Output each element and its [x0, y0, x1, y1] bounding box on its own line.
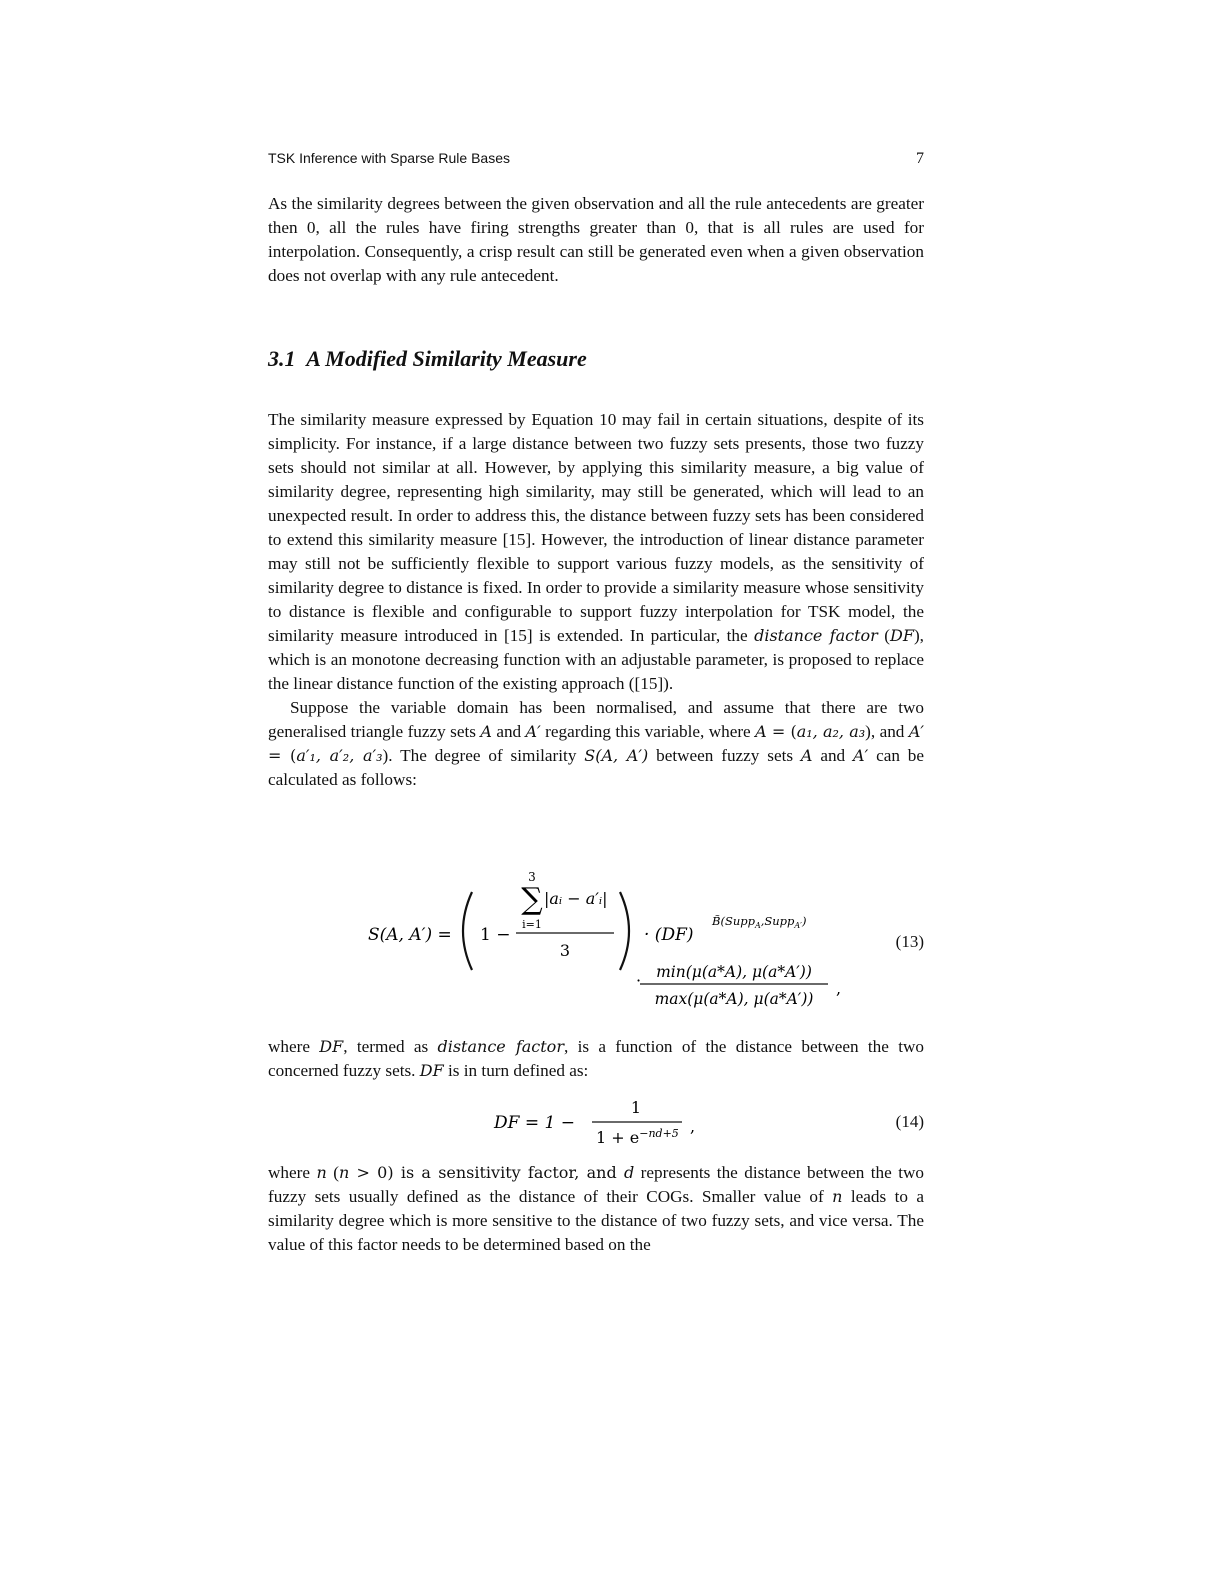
eq13-df-factor: · (DF) [644, 925, 694, 945]
math-a-prime-tuple: a′₁, a′₂, a′₃ [296, 746, 383, 765]
eq13-exponent [711, 914, 807, 930]
text-run: where [268, 1037, 320, 1056]
equation-14 [268, 1096, 924, 1150]
running-header [268, 150, 924, 172]
left-paren [463, 892, 472, 970]
math-a: A [800, 746, 813, 765]
sum-lower-limit: i=1 [522, 918, 542, 931]
eq14-den-exp: −nd+5 [639, 1127, 679, 1140]
fraction-2-numerator: min(μ(a*A), μ(a*A′)) [656, 963, 812, 981]
math-a: A [755, 722, 767, 741]
math-d: d [623, 1163, 635, 1182]
text-run: between fuzzy sets [648, 746, 801, 765]
equation-14-svg [268, 1096, 868, 1150]
eq14-denominator [596, 1127, 679, 1147]
section-heading [268, 346, 924, 372]
eq13-comma: , [836, 979, 842, 998]
math-distance-factor: distance factor [754, 626, 878, 645]
eq14-lhs: DF = 1 − [494, 1113, 575, 1133]
math-df: DF [319, 1037, 344, 1056]
text-run: and [491, 722, 526, 741]
sum-body: |aᵢ − a′ᵢ| [544, 889, 608, 908]
exp-mid: ,Supp [760, 914, 795, 928]
eq14-den-base: 1 + e [596, 1128, 640, 1147]
fraction-1-denominator: 3 [559, 941, 571, 960]
paragraph-5-text [268, 1161, 924, 1257]
exp-end: ) [802, 914, 807, 928]
math-df: DF [419, 1061, 444, 1080]
math-n: n [316, 1163, 327, 1182]
paragraph-2-text [268, 408, 924, 696]
sum-sign: ∑ [521, 882, 543, 917]
text-run: ), and [865, 722, 909, 741]
equation-13 [268, 866, 924, 1016]
text-run: The similarity measure expressed by Equation 10 may fail in certain situations, despite of its simplicity. For instance, if a large distance between two fuzzy sets presents, those two fuzzy sets should not similar at all. However, by applying this similarity measure, a big value of similarity degree, representing high similarity, may still be generated, which will lead to an unexpected result. In order to address this, the distance between fuzzy sets has been considered to extend this similarity measure [15]. However, the introduction of linear distance parameter may still not be sufficiently flexible to support various fuzzy models, as the sensitivity of similarity degree to distance is fixed. In order to provide a similarity measure whose sensitivity to distance is flexible and configurable to support fuzzy interpolation for TSK model, the similarity measure introduced in [15] is extended. In particular, the [268, 410, 924, 645]
math-a: A [480, 722, 492, 741]
paragraph-1-text: As the similarity degrees between the given observation and all the rule antecedents are greater then 0, all the rules have firing strengths greater than 0, that is all rules are used for interpolation. Consequently, a crisp result can still be generated even when a given observation does not overlap with any rule antecedent. [268, 194, 924, 285]
math-s-a-aprime: S(A, A′) [584, 746, 649, 765]
paragraph-5 [268, 1161, 924, 1257]
equation-13-number: (13) [895, 932, 924, 951]
page-number: 7 [916, 150, 924, 167]
eq13-dot: · [636, 971, 642, 990]
right-paren [620, 892, 629, 970]
math-n: n [338, 1163, 350, 1182]
eq13-lhs: S(A, A′) = [368, 925, 452, 945]
text-run: ), which is an monotone decreasing function with an adjustable parameter, is proposed to replace the linear distance function of the existing approach ([15]). [268, 626, 924, 693]
text-run: > 0) is a sensitivity factor, and [349, 1163, 624, 1182]
eq14-comma: , [690, 1117, 696, 1136]
exp-b: B̃(Supp [712, 914, 755, 928]
text-run: ( [877, 626, 891, 645]
text-run: can be calculated as follows: [268, 746, 925, 789]
math-a-prime: A′ [525, 722, 541, 741]
eq14-numerator: 1 [630, 1098, 642, 1117]
paragraph-4 [268, 1035, 924, 1083]
math-a-prime: A′ [853, 746, 869, 765]
paragraph-1 [268, 192, 924, 288]
text-run: , termed as [343, 1037, 438, 1056]
text-run: regarding this variable, where [540, 722, 756, 741]
text-run: = ( [766, 722, 797, 741]
exp-sub-a: A [754, 921, 761, 930]
text-run: ( [326, 1163, 339, 1182]
paragraph-2 [268, 408, 924, 792]
text-run: ). The degree of similarity [382, 746, 585, 765]
section-title: A Modified Similarity Measure [306, 346, 587, 371]
section-number: 3.1 [268, 346, 296, 371]
text-run: is in turn defined as: [443, 1061, 589, 1080]
paragraph-4-text [268, 1035, 924, 1083]
math-n: n [832, 1187, 843, 1206]
equation-13-svg [268, 866, 868, 1016]
page [268, 0, 924, 1584]
math-a-tuple: a₁, a₂, a₃ [796, 722, 866, 741]
running-title: TSK Inference with Sparse Rule Bases [268, 150, 511, 166]
text-run: and [812, 746, 854, 765]
math-distance-factor: distance factor [437, 1037, 564, 1056]
text-run: Suppose the variable domain has been normalised, and assume that there are two generalised triangle fuzzy sets [268, 698, 924, 741]
equation-14-number: (14) [895, 1112, 924, 1131]
text-run: = ( [268, 746, 297, 765]
math-a-prime: A′ [908, 722, 924, 741]
eq13-one-minus: 1 − [480, 925, 511, 945]
text-run: where [268, 1163, 317, 1182]
text-run: represents the distance between the two fuzzy sets usually defined as the distance of their COGs. Smaller value of [268, 1163, 924, 1206]
paragraph-3-text [268, 696, 924, 792]
fraction-2-denominator: max(μ(a*A), μ(a*A′)) [654, 990, 814, 1008]
sum-upper-limit: 3 [528, 870, 536, 884]
text-run: , is a function of the distance between the two concerned fuzzy sets. [268, 1037, 924, 1080]
exp-sub-a2: A′ [794, 921, 802, 930]
text-run: leads to a similarity degree which is more sensitive to the distance of two fuzzy sets, and vice versa. The value of this factor needs to be determined based on the [268, 1187, 924, 1254]
math-df: DF [890, 626, 914, 645]
